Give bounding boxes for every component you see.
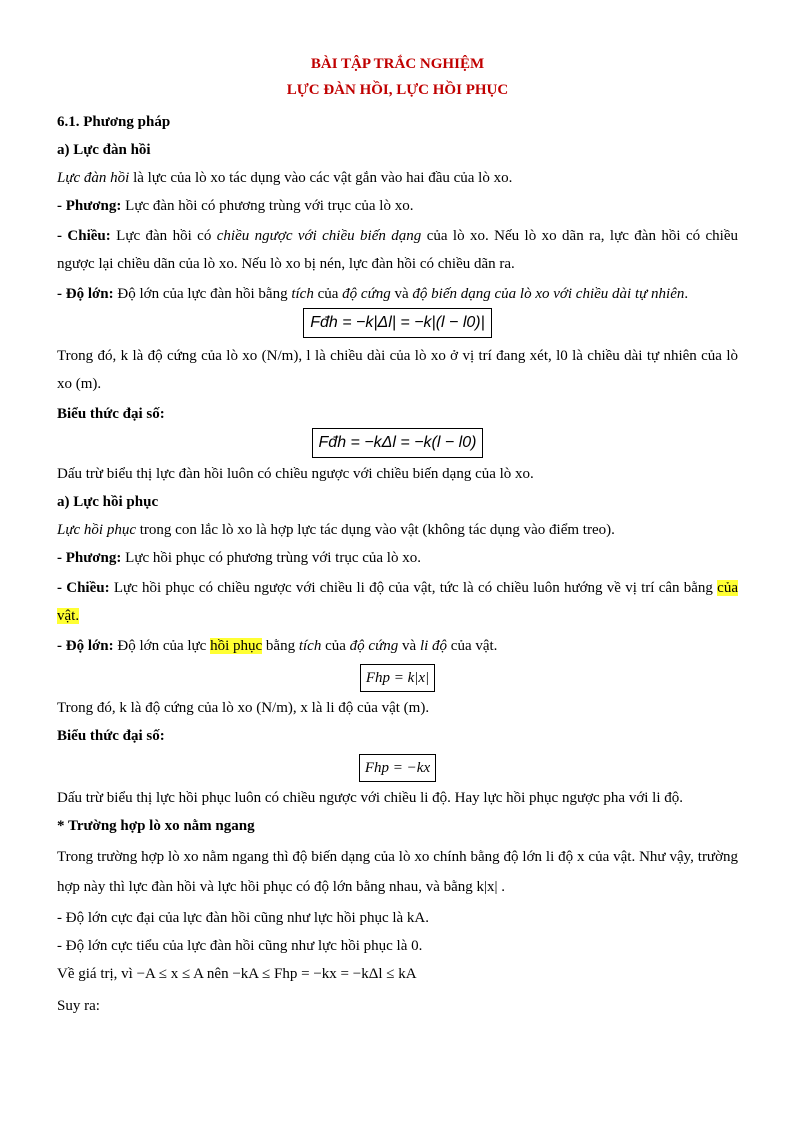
formula-box: Fhp = −kx bbox=[359, 754, 436, 782]
doc-title-line2: LỰC ĐÀN HỒI, LỰC HỒI PHỤC bbox=[286, 82, 509, 98]
horizontal-conclude: Suy ra: bbox=[57, 998, 100, 1014]
subheading-restoring-force: a) Lực hồi phục bbox=[57, 494, 159, 510]
restoring-sign-note: Dấu trừ biểu thị lực hồi phục luôn có chiều ngược với chiều li độ. Hay lực hồi phục ngược pha với li độ. bbox=[57, 790, 684, 806]
formula-box: Fđh = −k|Δl| = −k|(l − l0)| bbox=[303, 308, 492, 338]
algebra-label-elastic: Biểu thức đại số: bbox=[57, 406, 165, 422]
restoring-sense: - Chiều: Lực hồi phục có chiều ngược với chiều li độ của vật, tức là có chiều luôn hướng về vị trí cân bằng của vật. bbox=[57, 580, 738, 624]
horizontal-max: - Độ lớn cực đại của lực đàn hồi cũng như lực hồi phục là kA. bbox=[57, 910, 430, 926]
elastic-magnitude: - Độ lớn: Độ lớn của lực đàn hồi bằng tích của độ cứng và độ biến dạng của lò xo với chiều dài tự nhiên. bbox=[57, 286, 689, 302]
restoring-direction: - Phương: Lực hồi phục có phương trùng với trục của lò xo. bbox=[57, 550, 421, 566]
horizontal-min: - Độ lớn cực tiểu của lực đàn hồi cũng như lực hồi phục là 0. bbox=[57, 938, 423, 954]
elastic-sign-note: Dấu trừ biểu thị lực đàn hồi luôn có chiều ngược với chiều biến dạng của lò xo. bbox=[57, 466, 534, 482]
section-heading: 6.1. Phương pháp bbox=[57, 114, 171, 130]
formula-restoring-magnitude bbox=[57, 664, 738, 692]
formula-restoring-algebra bbox=[57, 754, 738, 782]
horizontal-paragraph: Trong trường hợp lò xo nằm ngang thì độ biến dạng của lò xo chính bằng độ lớn li độ x của vật. Như vậy, trường hợp này thì lực đàn hồi và lực hồi phục có độ lớn bằng nhau, và bằng k|x| . bbox=[57, 849, 738, 895]
restoring-where: Trong đó, k là độ cứng của lò xo (N/m), x là li độ của vật (m). bbox=[57, 700, 430, 716]
elastic-definition: Lực đàn hồi là lực của lò xo tác dụng vào các vật gắn vào hai đầu của lò xo. bbox=[57, 170, 513, 186]
subheading-horizontal-spring: * Trường hợp lò xo nằm ngang bbox=[57, 818, 255, 834]
elastic-sense: - Chiều: Lực đàn hồi có chiều ngược với chiều biến dạng của lò xo. Nếu lò xo dãn ra, lực đàn hồi có chiều ngược lại chiều dãn của lò xo. Nếu lò xo bị nén, lực đàn hồi có chiều dãn ra. bbox=[57, 228, 739, 272]
formula-box: Fđh = −kΔl = −k(l − l0) bbox=[312, 428, 484, 458]
elastic-direction: - Phương: Lực đàn hồi có phương trùng với trục của lò xo. bbox=[57, 198, 414, 214]
restoring-definition: Lực hồi phục trong con lắc lò xo là hợp lực tác dụng vào vật (không tác dụng vào điểm treo). bbox=[57, 522, 615, 538]
formula-elastic-magnitude bbox=[57, 308, 738, 338]
formula-box: Fhp = k|x| bbox=[360, 664, 435, 692]
elastic-where: Trong đó, k là độ cứng của lò xo (N/m), l là chiều dài của lò xo ở vị trí đang xét, l0 là chiều dài tự nhiên của lò xo (m). bbox=[57, 348, 738, 392]
restoring-magnitude: - Độ lớn: Độ lớn của lực hồi phục bằng tích của độ cứng và li độ của vật. bbox=[57, 638, 498, 654]
algebra-label-restoring: Biểu thức đại số: bbox=[57, 728, 165, 744]
document-page bbox=[57, 50, 738, 1018]
subheading-elastic-force: a) Lực đàn hồi bbox=[57, 142, 151, 158]
formula-elastic-algebra bbox=[57, 428, 738, 458]
horizontal-value-range: Về giá trị, vì −A ≤ x ≤ A nên −kA ≤ Fhp = −kx = −kΔl ≤ kA bbox=[57, 966, 417, 982]
doc-title-line1: BÀI TẬP TRẮC NGHIỆM bbox=[310, 56, 485, 72]
